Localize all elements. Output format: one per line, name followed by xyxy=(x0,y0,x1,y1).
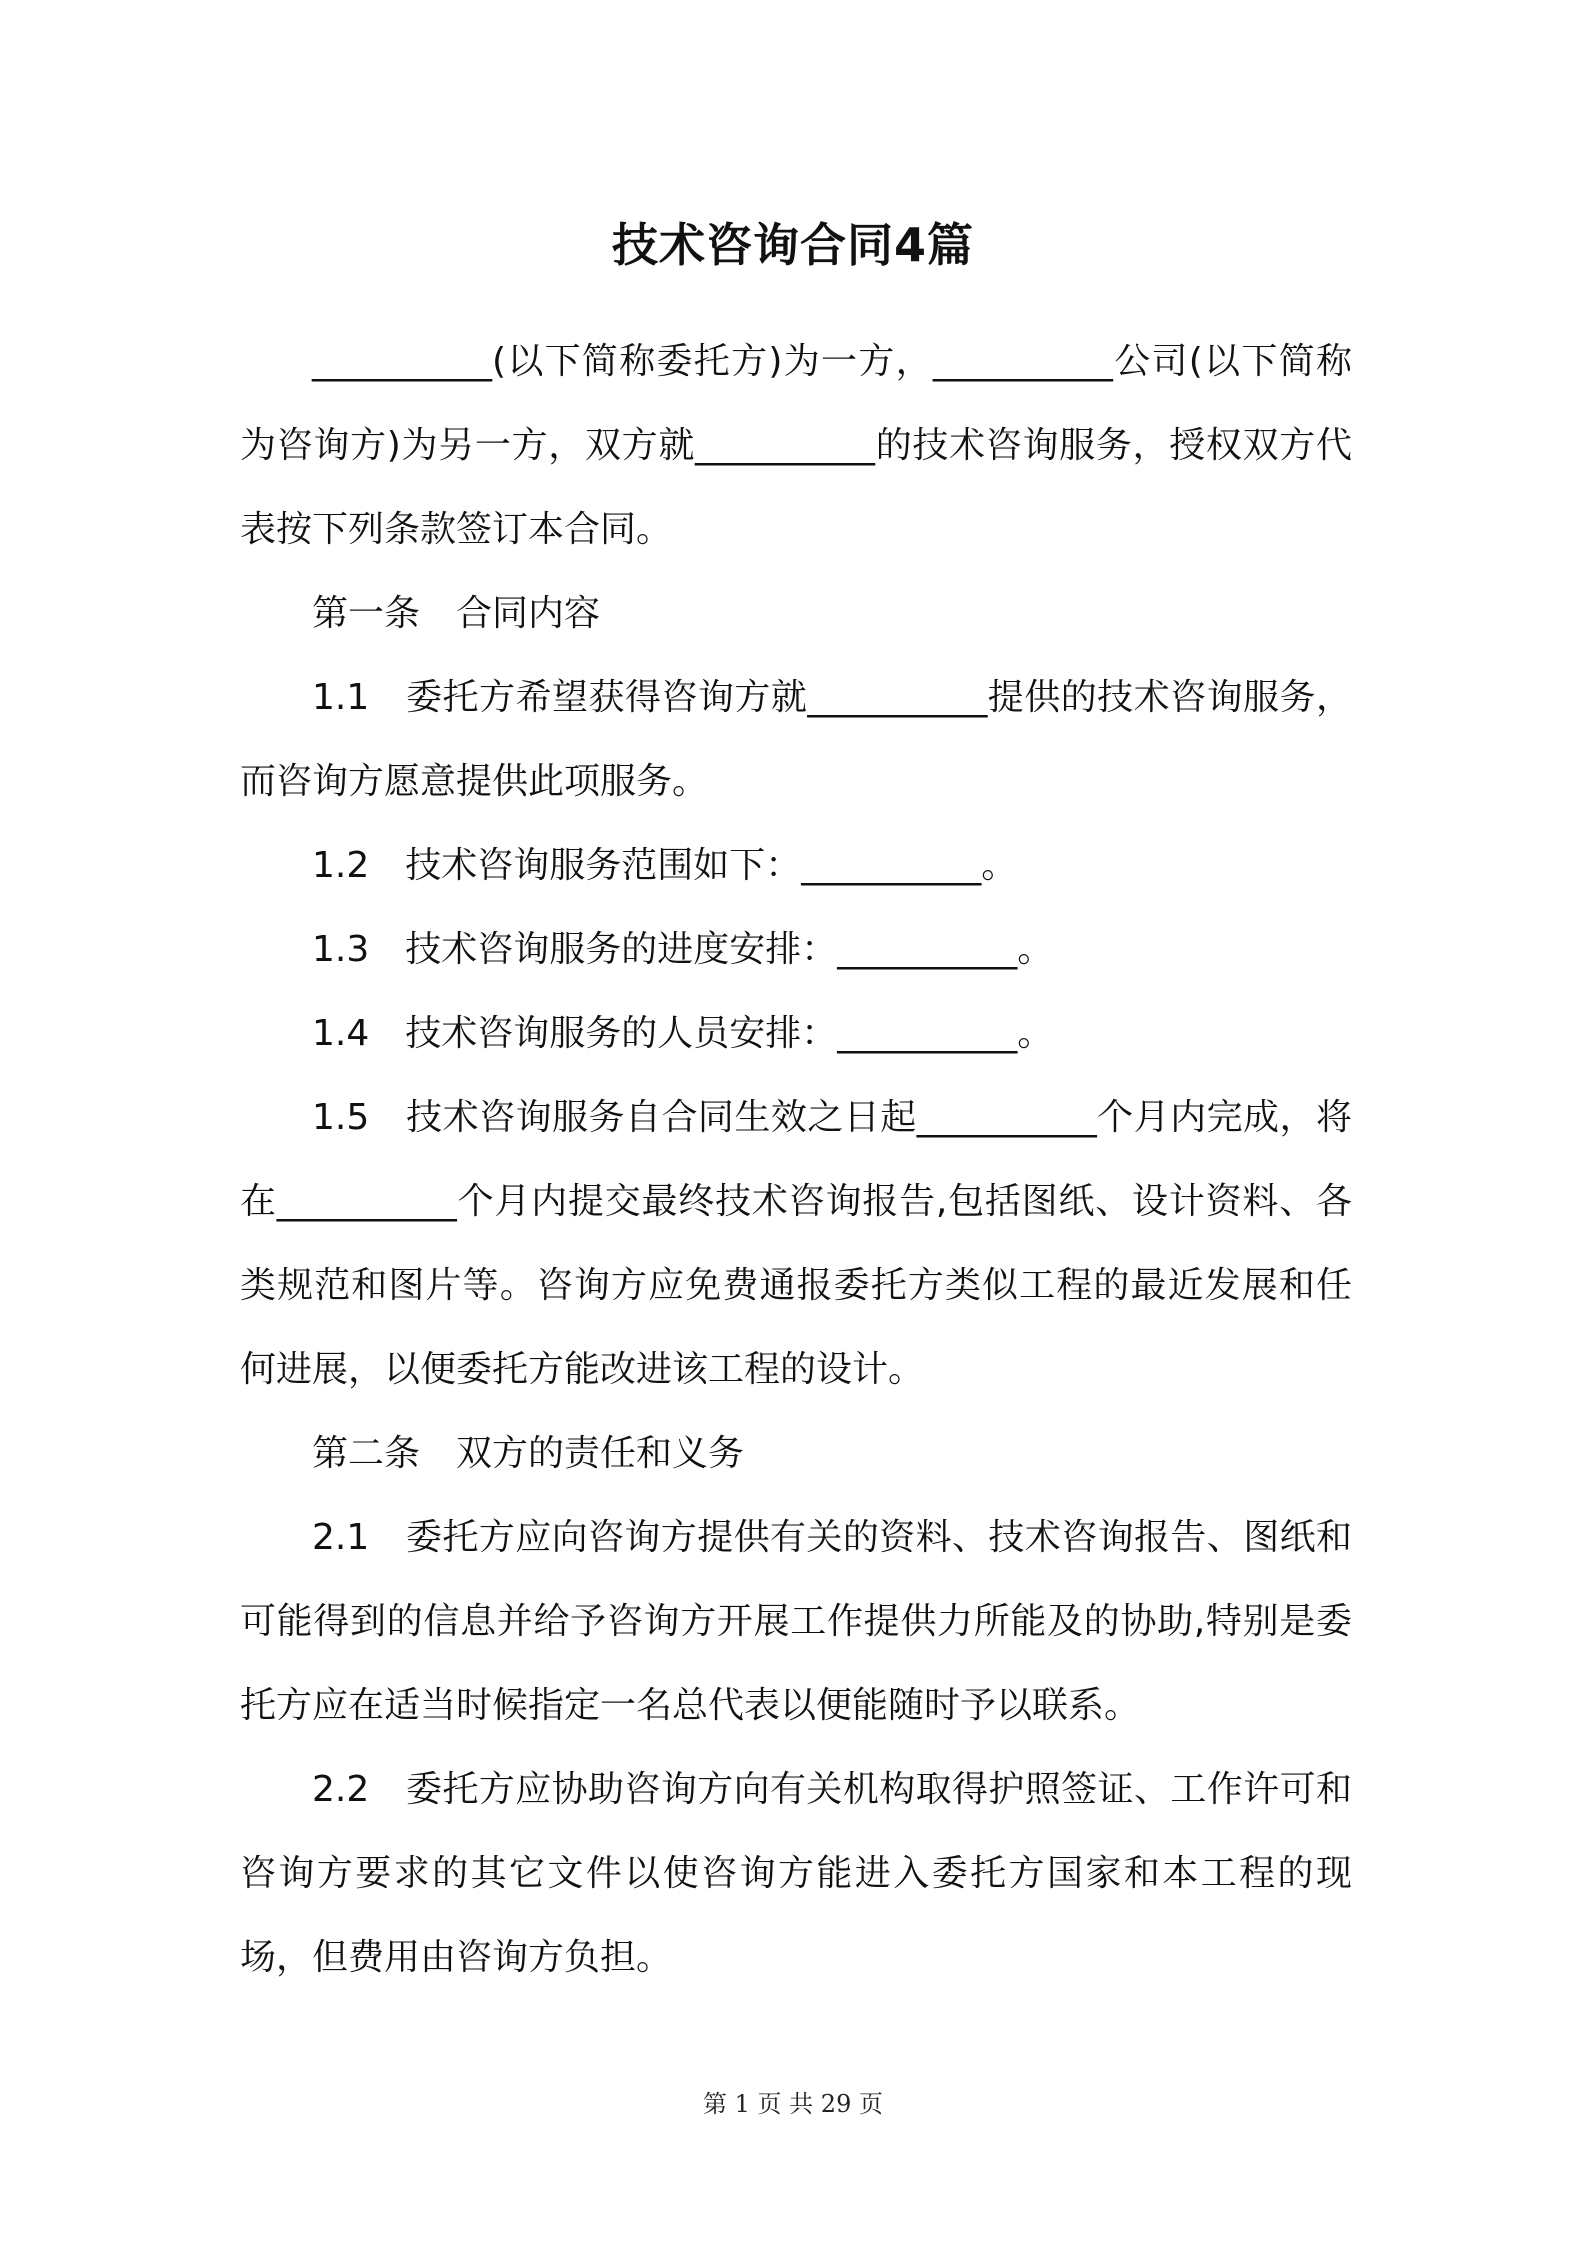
clause-1-5: 1.5 技术咨询服务自合同生效之日起__________个月内完成，将在__________个月内提交最终技术咨询报告,包括图纸、设计资料、各类规范和图片等。咨询方应免费通报委托方类似工程的最近发展和任何进展，以便委托方能改进该工程的设计。 xyxy=(240,1097,1352,1390)
clause-1-2: 1.2 技术咨询服务范围如下：__________。 xyxy=(312,845,1018,886)
clause-1-4: 1.4 技术咨询服务的人员安排：__________。 xyxy=(312,1013,1054,1054)
document-body xyxy=(240,320,1352,2000)
clause-2-2: 2.2 委托方应协助咨询方向有关机构取得护照签证、工作许可和咨询方要求的其它文件以使咨询方能进入委托方国家和本工程的现场，但费用由咨询方负担。 xyxy=(240,1769,1352,1978)
article-2-heading: 第二条 双方的责任和义务 xyxy=(312,1433,745,1474)
clause-1-1: 1.1 委托方希望获得咨询方就__________提供的技术咨询服务，而咨询方愿意提供此项服务。 xyxy=(240,677,1352,802)
intro-paragraph: __________(以下简称委托方)为一方，__________公司(以下简称为咨询方)为另一方，双方就__________的技术咨询服务，授权双方代表按下列条款签订本合同。 xyxy=(240,341,1352,550)
clause-2-1: 2.1 委托方应向咨询方提供有关的资料、技术咨询报告、图纸和可能得到的信息并给予咨询方开展工作提供力所能及的协助,特别是委托方应在适当时候指定一名总代表以便能随时予以联系。 xyxy=(240,1517,1352,1726)
page-number-footer: 第 1 页 共 29 页 xyxy=(703,2090,883,2118)
clause-1-3: 1.3 技术咨询服务的进度安排：__________。 xyxy=(312,929,1054,970)
document-title: 技术咨询合同4篇 xyxy=(611,218,974,272)
article-1-heading: 第一条 合同内容 xyxy=(312,593,601,634)
